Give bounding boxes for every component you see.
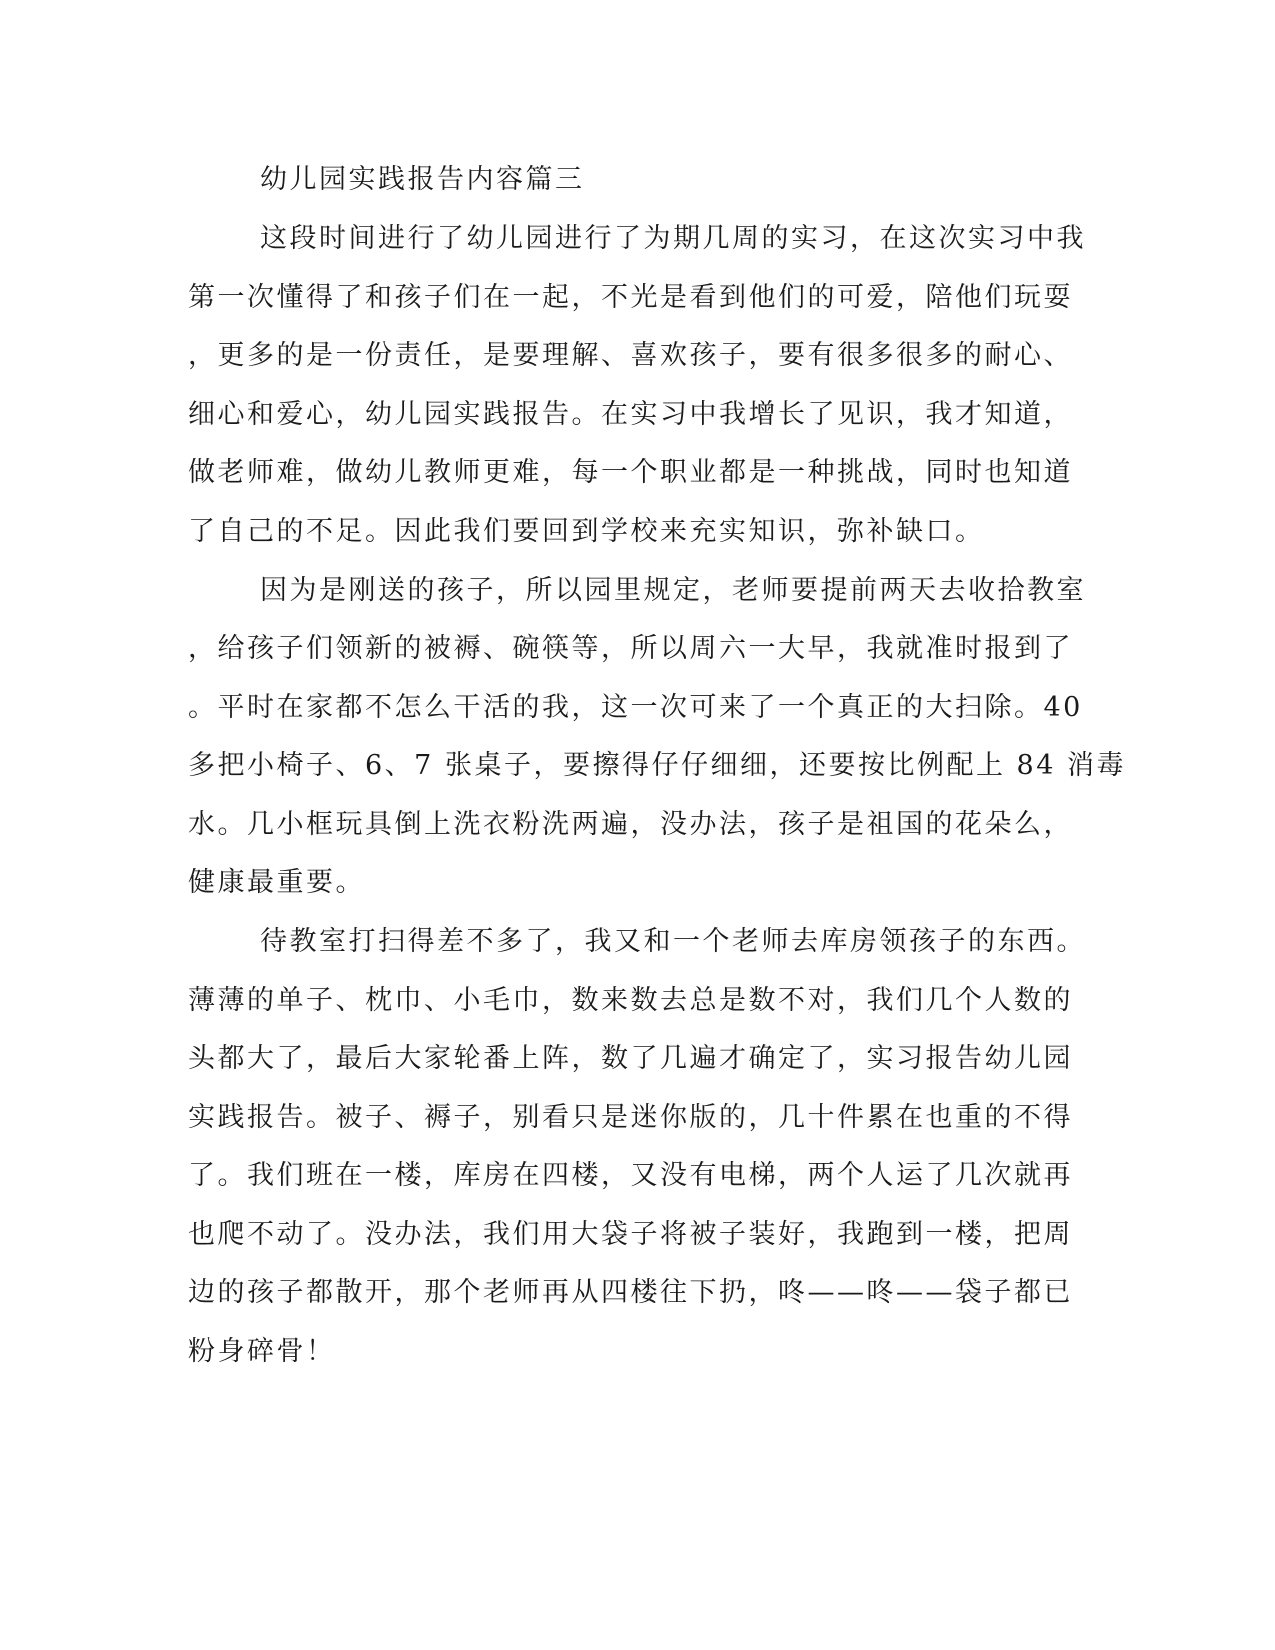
paragraph-line: 头都大了，最后大家轮番上阵，数了几遍才确定了，实习报告幼儿园 bbox=[188, 1043, 1073, 1074]
paragraph-line: 多把小椅子、6、7 张桌子，要擦得仔仔细细，还要按比例配上 84 消毒 bbox=[188, 750, 1126, 781]
paragraph-line: 。平时在家都不怎么干活的我，这一次可来了一个真正的大扫除。40 bbox=[188, 692, 1083, 723]
document-title: 幼儿园实践报告内容篇三 bbox=[260, 164, 585, 195]
paragraph-line: 实践报告。被子、褥子，别看只是迷你版的，几十件累在也重的不得 bbox=[188, 1102, 1073, 1133]
paragraph-line: 了自己的不足。因此我们要回到学校来充实知识，弥补缺口。 bbox=[188, 516, 985, 547]
paragraph-line: 做老师难，做幼儿教师更难，每一个职业都是一种挑战，同时也知道 bbox=[188, 457, 1073, 488]
paragraph-line: 健康最重要。 bbox=[188, 867, 365, 898]
paragraph-line: 细心和爱心，幼儿园实践报告。在实习中我增长了见识，我才知道， bbox=[188, 399, 1073, 430]
paragraph-line: 薄薄的单子、枕巾、小毛巾，数来数去总是数不对，我们几个人数的 bbox=[188, 985, 1073, 1016]
paragraph-line: 也爬不动了。没办法，我们用大袋子将被子装好，我跑到一楼，把周 bbox=[188, 1219, 1073, 1250]
paragraph-line: ，给孩子们领新的被褥、碗筷等，所以周六一大早，我就准时报到了 bbox=[188, 633, 1073, 664]
paragraph-line: 因为是刚送的孩子，所以园里规定，老师要提前两天去收拾教室 bbox=[260, 575, 1086, 606]
paragraph-line: 粉身碎骨！ bbox=[188, 1336, 336, 1367]
paragraph-line: ，更多的是一份责任，是要理解、喜欢孩子，要有很多很多的耐心、 bbox=[188, 340, 1073, 371]
paragraph-line: 第一次懂得了和孩子们在一起，不光是看到他们的可爱，陪他们玩耍 bbox=[188, 282, 1073, 313]
paragraph-line: 边的孩子都散开，那个老师再从四楼往下扔，咚——咚——袋子都已 bbox=[188, 1277, 1073, 1308]
paragraph-line: 水。几小框玩具倒上洗衣粉洗两遍，没办法，孩子是祖国的花朵么， bbox=[188, 809, 1073, 840]
paragraph-line: 了。我们班在一楼，库房在四楼，又没有电梯，两个人运了几次就再 bbox=[188, 1160, 1073, 1191]
paragraph-line: 待教室打扫得差不多了，我又和一个老师去库房领孩子的东西。 bbox=[260, 926, 1086, 957]
document-page bbox=[188, 0, 1126, 1650]
paragraph-line: 这段时间进行了幼儿园进行了为期几周的实习，在这次实习中我 bbox=[260, 223, 1086, 254]
